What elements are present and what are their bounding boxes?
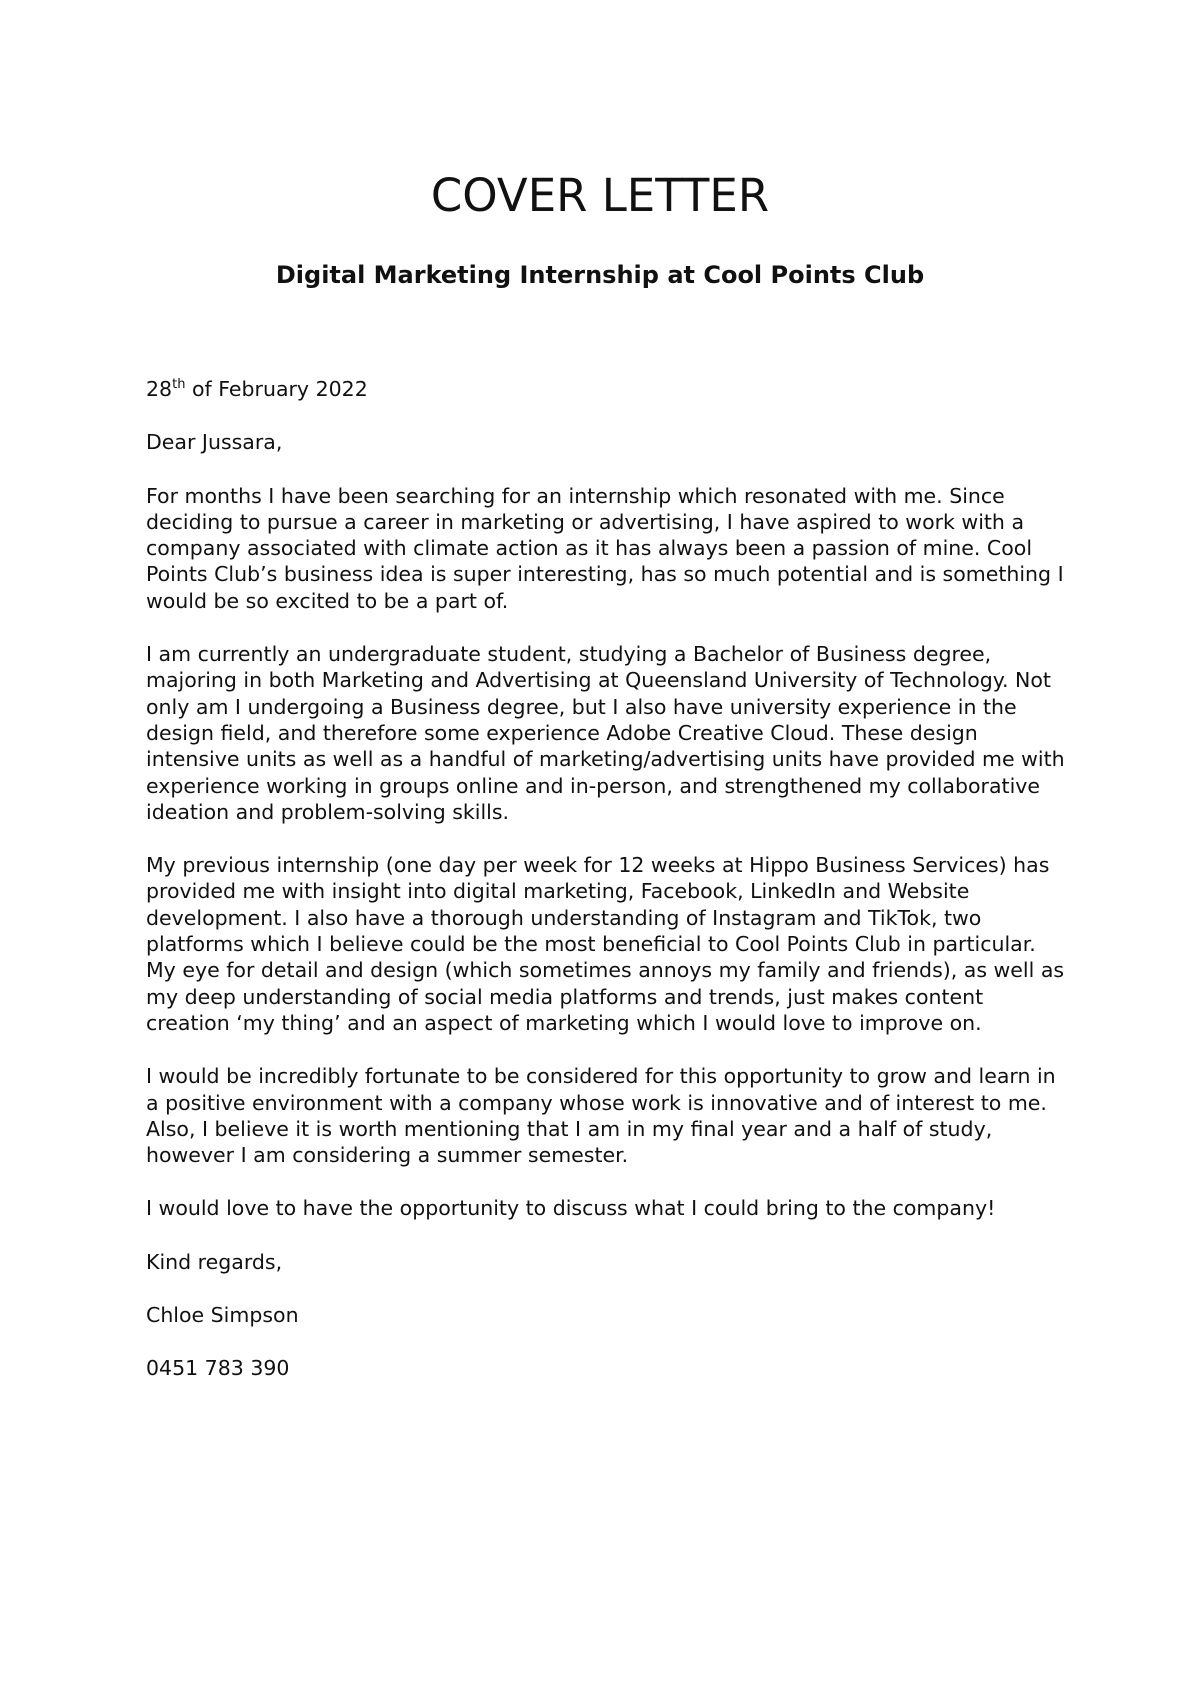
letter-body — [146, 376, 1066, 1409]
closing: Kind regards, — [146, 1249, 283, 1274]
phone-number: 0451 783 390 — [146, 1356, 290, 1381]
date-suffix: th — [172, 377, 186, 393]
body-paragraph: For months I have been searching for an internship which resonated with me. Since deciding to pursue a career in marketing or advertising, I have aspired to work with a company associated with climate action as it has always been a passion of mine. Cool Points Club’s business idea is super interesting, has so much potential and is something I would be so excited to be a part of. — [146, 483, 1064, 613]
date-rest: of February 2022 — [185, 377, 368, 401]
letter-date — [146, 376, 1066, 402]
body-paragraph: My previous internship (one day per week for 12 weeks at Hippo Business Services) has provided me with insight into digital marketing, Facebook, LinkedIn and Website development. I also have a thorough understanding of Instagram and TikTok, two platforms which I believe could be the most beneficial to Cool Points Club in particular. My eye for detail and design (which sometimes annoys my family and friends), as well as my deep understanding of social media platforms and trends, just makes content creation ‘my thing’ and an aspect of marketing which I would love to improve on. — [146, 853, 1065, 1035]
body-paragraph: I am currently an undergraduate student, studying a Bachelor of Business degree, majoring in both Marketing and Advertising at Queensland University of Technology. Not only am I undergoing a Business degree, but I also have university experience in the design field, and therefore some experience Adobe Creative Cloud. These design intensive units as well as a handful of marketing/advertising units have provided me with experience working in groups online and in-person, and strengthened my collaborative ideation and problem-solving skills. — [146, 642, 1065, 824]
date-day: 28 — [146, 377, 173, 401]
body-paragraph: I would love to have the opportunity to discuss what I could bring to the company! — [146, 1196, 996, 1221]
body-paragraph: I would be incredibly fortunate to be considered for this opportunity to grow and learn in a positive environment with a company whose work is innovative and of interest to me. Also, I believe it is worth mentioning that I am in my final year and a half of study, however I am considering a summer semester. — [146, 1064, 1056, 1168]
document-title: COVER LETTER — [430, 169, 770, 222]
document-subtitle: Digital Marketing Internship at Cool Points Club — [275, 261, 925, 289]
signature-name: Chloe Simpson — [146, 1303, 299, 1328]
salutation: Dear Jussara, — [146, 430, 283, 455]
